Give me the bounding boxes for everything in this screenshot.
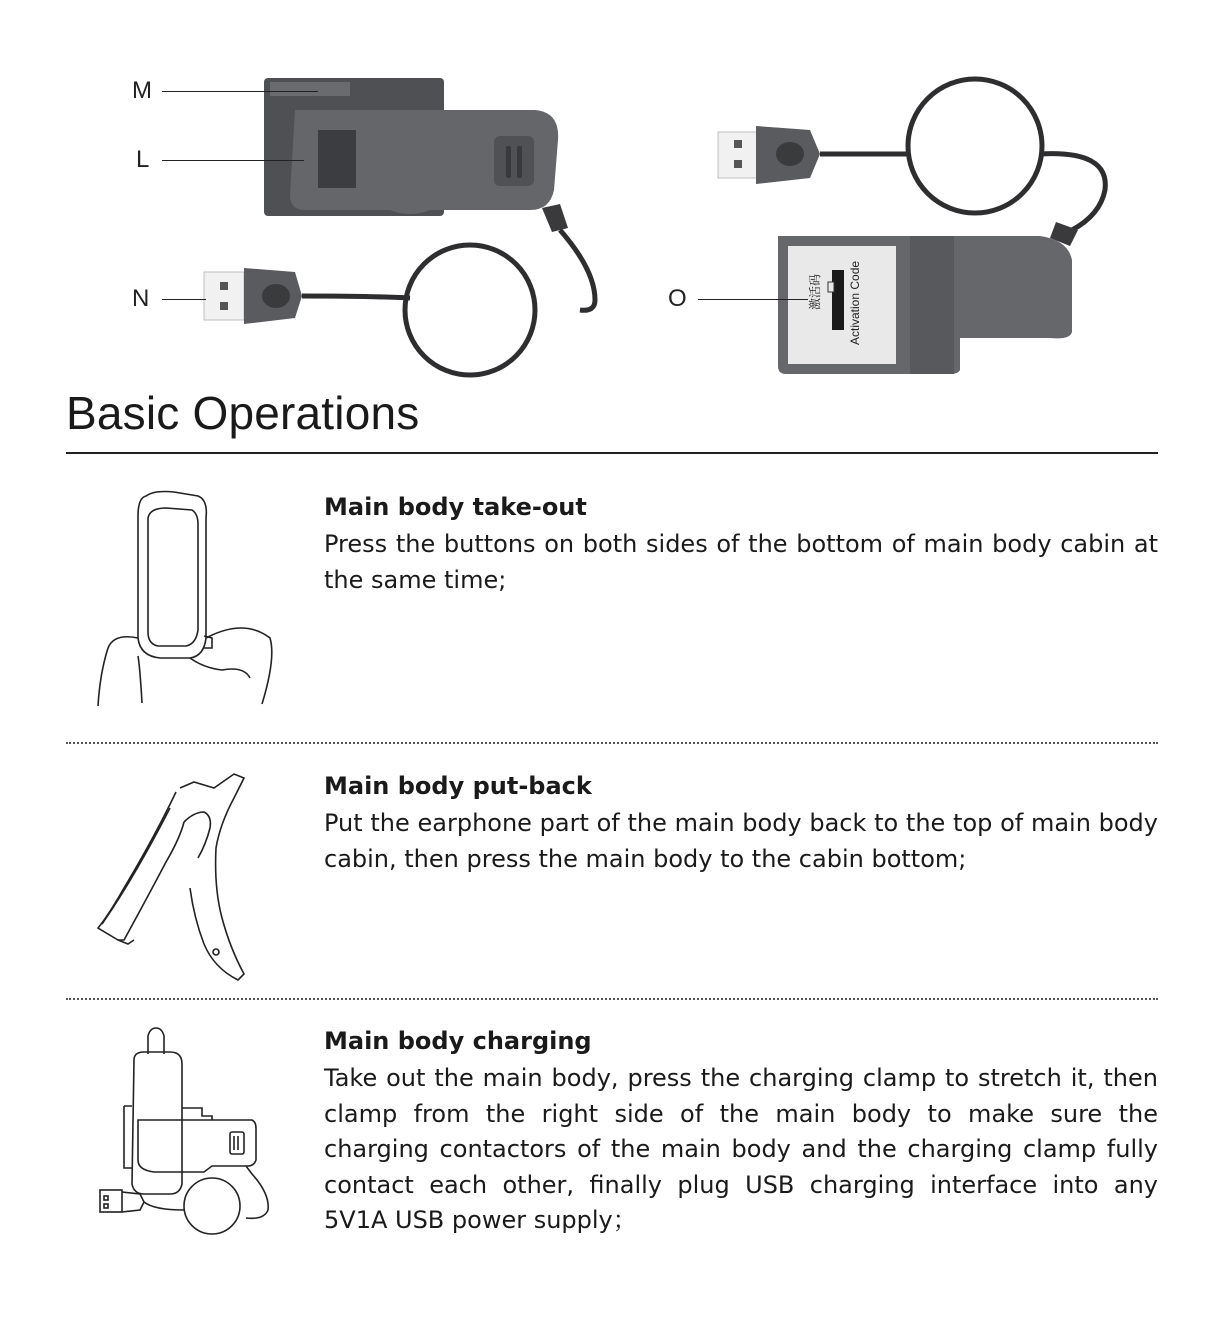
operation-charging <box>324 1023 1158 1239</box>
operation-heading: Main body put-back <box>324 772 592 800</box>
operation-description: Take out the main body, press the charging clamp to stretch it, then clamp from the right side of the main body to make sure the charging contactors of the main body and the charging clamp fully contact each other, finally plug USB charging interface into any 5V1A USB power supply； <box>324 1064 1158 1234</box>
callout-line-l <box>162 160 304 161</box>
operation-heading: Main body charging <box>324 1027 592 1055</box>
callout-line-m <box>162 91 318 92</box>
dotted-separator <box>66 742 1158 744</box>
callout-line-o <box>698 299 808 300</box>
operation-description: Put the earphone part of the main body back to the top of main body cabin, then press the main body to the cabin bottom; <box>324 809 1158 873</box>
activation-code-chinese-label: 激活码 <box>808 273 822 310</box>
section-title: Basic Operations <box>66 387 420 439</box>
charger-back-view <box>700 70 1130 390</box>
charging-clamp-icon <box>94 1024 280 1242</box>
callout-label-n: N <box>132 285 150 312</box>
title-rule <box>66 452 1158 454</box>
operation-put-back <box>324 768 1158 877</box>
operation-heading: Main body take-out <box>324 493 587 521</box>
operation-description: Press the buttons on both sides of the bottom of main body cabin at the same time; <box>324 530 1158 594</box>
callout-line-n <box>162 299 206 300</box>
activation-code-english-label: Activation Code <box>848 260 862 345</box>
dotted-separator <box>66 998 1158 1000</box>
callout-label-m: M <box>132 77 152 104</box>
charger-front-view <box>90 60 630 390</box>
operation-take-out <box>324 489 1158 598</box>
callout-label-o: O <box>668 285 687 312</box>
band-side-view-icon <box>94 768 254 986</box>
hand-holding-band-icon <box>94 488 280 710</box>
callout-label-l: L <box>136 146 150 173</box>
